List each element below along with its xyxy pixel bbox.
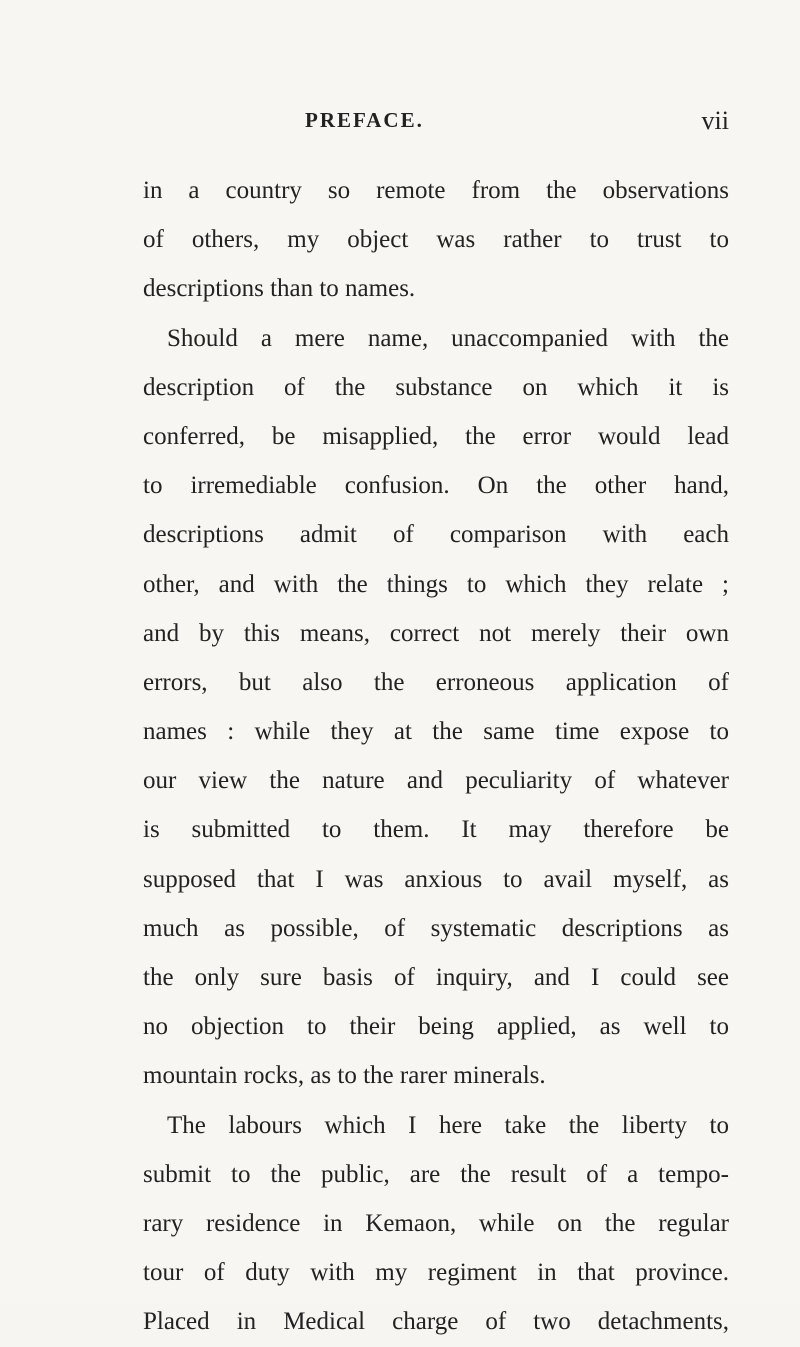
text-line: and by this means, correct not merely their own [143, 619, 729, 647]
running-title: PREFACE. [305, 108, 424, 132]
text-line: the only sure basis of inquiry, and I could see [143, 964, 729, 991]
text-line: descriptions admit of comparison with each [143, 521, 729, 549]
body-text [143, 166, 729, 1347]
text-line: supposed that I was anxious to avail myself, as [143, 865, 729, 893]
text-line: Placed in Medical charge of two detachments, [143, 1308, 729, 1336]
text-line: The labours which I here take the liberty to [167, 1111, 729, 1139]
page-number: vii [701, 106, 729, 135]
text-line: descriptions than to names. [143, 275, 416, 303]
text-line: in a country so remote from the observations [143, 177, 729, 204]
text-line: tour of duty with my regiment in that province. [143, 1259, 729, 1287]
text-line: other, and with the things to which they relate ; [143, 570, 729, 598]
text-line: is submitted to them. It may therefore be [143, 816, 729, 844]
text-line: mountain rocks, as to the rarer minerals. [143, 1062, 546, 1090]
text-line: to irremediable confusion. On the other hand, [143, 472, 729, 500]
text-line: submit to the public, are the result of a tempo- [143, 1160, 729, 1188]
text-line: of others, my object was rather to trust to [143, 226, 729, 254]
text-line: rary residence in Kemaon, while on the regular [143, 1209, 729, 1237]
text-line: conferred, be misapplied, the error would lead [143, 422, 729, 450]
text-line: description of the substance on which it is [143, 373, 729, 401]
text-line: much as possible, of systematic descriptions as [143, 914, 729, 942]
text-line: errors, but also the erroneous application of [143, 668, 729, 696]
text-line: our view the nature and peculiarity of whatever [143, 767, 729, 795]
text-line: names : while they at the same time expose to [143, 718, 729, 746]
text-line: Should a mere name, unaccompanied with the [167, 324, 729, 352]
running-head [143, 108, 729, 138]
text-line: no objection to their being applied, as well to [143, 1013, 729, 1041]
